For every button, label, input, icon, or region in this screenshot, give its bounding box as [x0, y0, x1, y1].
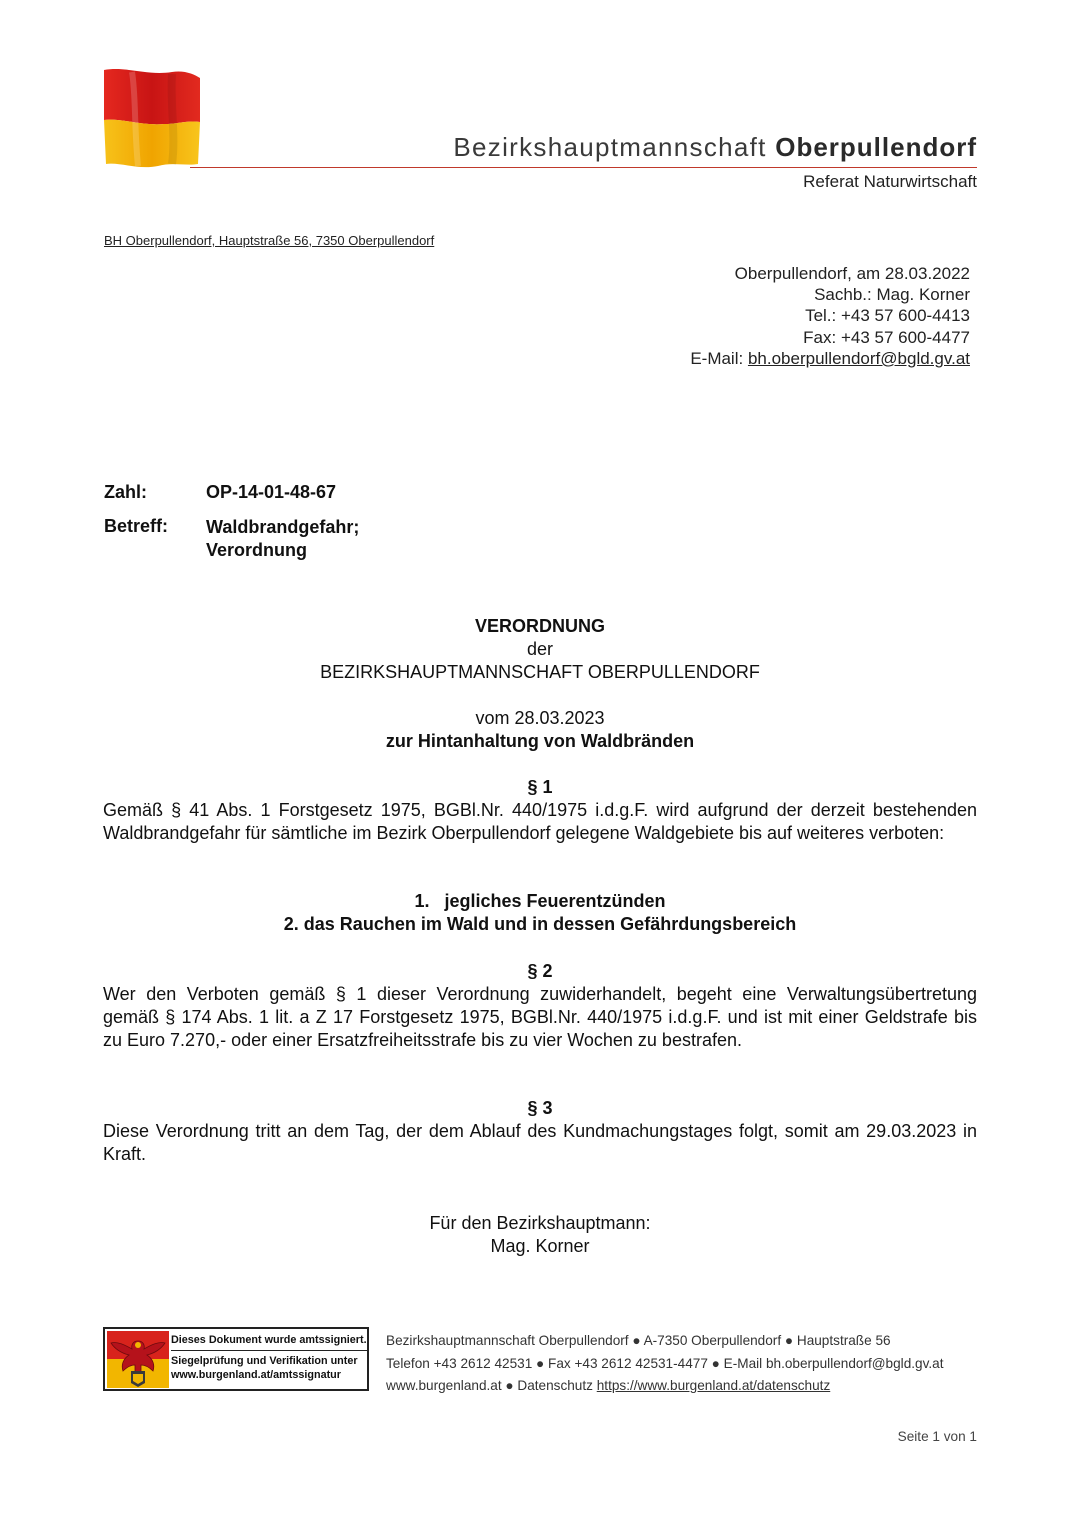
zahl-value: OP-14-01-48-67: [206, 482, 337, 502]
burgenland-flag-logo: [102, 66, 202, 170]
footer-line-3-prefix: www.burgenland.at ● Datenschutz: [386, 1378, 593, 1393]
section-1-heading: § 1: [527, 777, 553, 797]
footer-line-2: Telefon +43 2612 42531 ● Fax +43 2612 42531-4477 ● E-Mail bh.oberpullendorf@bgld.gv.at: [386, 1355, 944, 1371]
title-date: vom 28.03.2023: [475, 708, 605, 728]
prohibition-item-2: 2. das Rauchen im Wald und in dessen Gefährdungsbereich: [283, 914, 797, 934]
email-row: [690, 348, 970, 369]
footer-line-1: Bezirkshauptmannschaft Oberpullendorf ● A-7350 Oberpullendorf ● Hauptstraße 56: [386, 1333, 891, 1348]
section-1-text: Gemäß § 41 Abs. 1 Forstgesetz 1975, BGBl.Nr. 440/1975 i.d.g.F. wird aufgrund der derzeit bestehenden Waldbrandgefahr für sämtliche im Bezirk Oberpullendorf gelegene Waldgebiete bis auf weiteres verboten:: [103, 800, 977, 843]
seal-line-3: www.burgenland.at/amtssignatur: [171, 1369, 341, 1381]
place-date: Oberpullendorf, am 28.03.2022: [734, 264, 970, 283]
title-authority: BEZIRKSHAUPTMANNSCHAFT OBERPULLENDORF: [320, 662, 760, 682]
contact-block: [690, 263, 970, 369]
betreff-line-1: Waldbrandgefahr;: [206, 517, 360, 537]
section-3-text: Diese Verordnung tritt an dem Tag, der dem Ablauf des Kundmachungstages folgt, somit am 29.03.2023 in Kraft.: [103, 1121, 977, 1164]
section-2-text: Wer den Verboten gemäß § 1 dieser Verordnung zuwiderhandelt, begeht eine Verwaltungsübertretung gemäß § 174 Abs. 1 lit. a Z 17 Forstgesetz 1975, BGBl.Nr. 440/1975 i.d.g.F. und ist mit einer Geldstrafe bis zu Euro 7.270,- oder einer Ersatzfreiheitsstrafe bis zu vier Wochen zu bestrafen.: [103, 984, 977, 1050]
email-link[interactable]: bh.oberpullendorf@bgld.gv.at: [747, 348, 970, 368]
betreff-label: Betreff:: [104, 516, 169, 536]
phone: Tel.: +43 57 600-4413: [805, 306, 970, 326]
seal-text: [171, 1333, 367, 1382]
footer-contact: [386, 1330, 944, 1398]
fax: Fax: +43 57 600-4477: [803, 327, 970, 347]
zahl-label: Zahl:: [104, 482, 147, 502]
prohibition-item-1: 1. jegliches Feuerentzünden: [414, 891, 666, 911]
title-der: der: [526, 639, 553, 659]
privacy-link[interactable]: https://www.burgenland.at/datenschutz: [596, 1378, 831, 1393]
clerk: Sachb.: Mag. Korner: [814, 285, 970, 305]
coat-of-arms-eagle-icon: [107, 1331, 169, 1388]
sender-address-line: BH Oberpullendorf, Hauptstraße 56, 7350 Oberpullendorf: [104, 233, 435, 248]
authority-name-bold: Oberpullendorf: [775, 132, 977, 162]
page-number: Seite 1 von 1: [897, 1429, 977, 1444]
signature-line-1: Für den Bezirkshauptmann:: [429, 1213, 651, 1233]
section-3-heading: § 3: [527, 1098, 553, 1118]
betreff-line-2: Verordnung: [206, 540, 308, 560]
seal-line-2: Siegelprüfung und Verifikation unter: [171, 1355, 358, 1367]
authority-name: Bezirkshauptmannschaft Oberpullendorf: [453, 132, 977, 162]
header-rule: [190, 167, 977, 168]
department-name: Referat Naturwirtschaft: [803, 172, 977, 191]
official-signature-seal: [103, 1327, 369, 1391]
section-2-heading: § 2: [527, 961, 553, 981]
title-verordnung: VERORDNUNG: [474, 616, 605, 636]
signature-line-2: Mag. Korner: [490, 1236, 590, 1256]
seal-line-1: Dieses Dokument wurde amtssigniert.: [171, 1333, 367, 1351]
title-subject: zur Hintanhaltung von Waldbränden: [385, 731, 695, 751]
footer-line-3: [386, 1375, 944, 1398]
email-label: E-Mail:: [690, 348, 744, 368]
betreff-value: [206, 516, 359, 562]
